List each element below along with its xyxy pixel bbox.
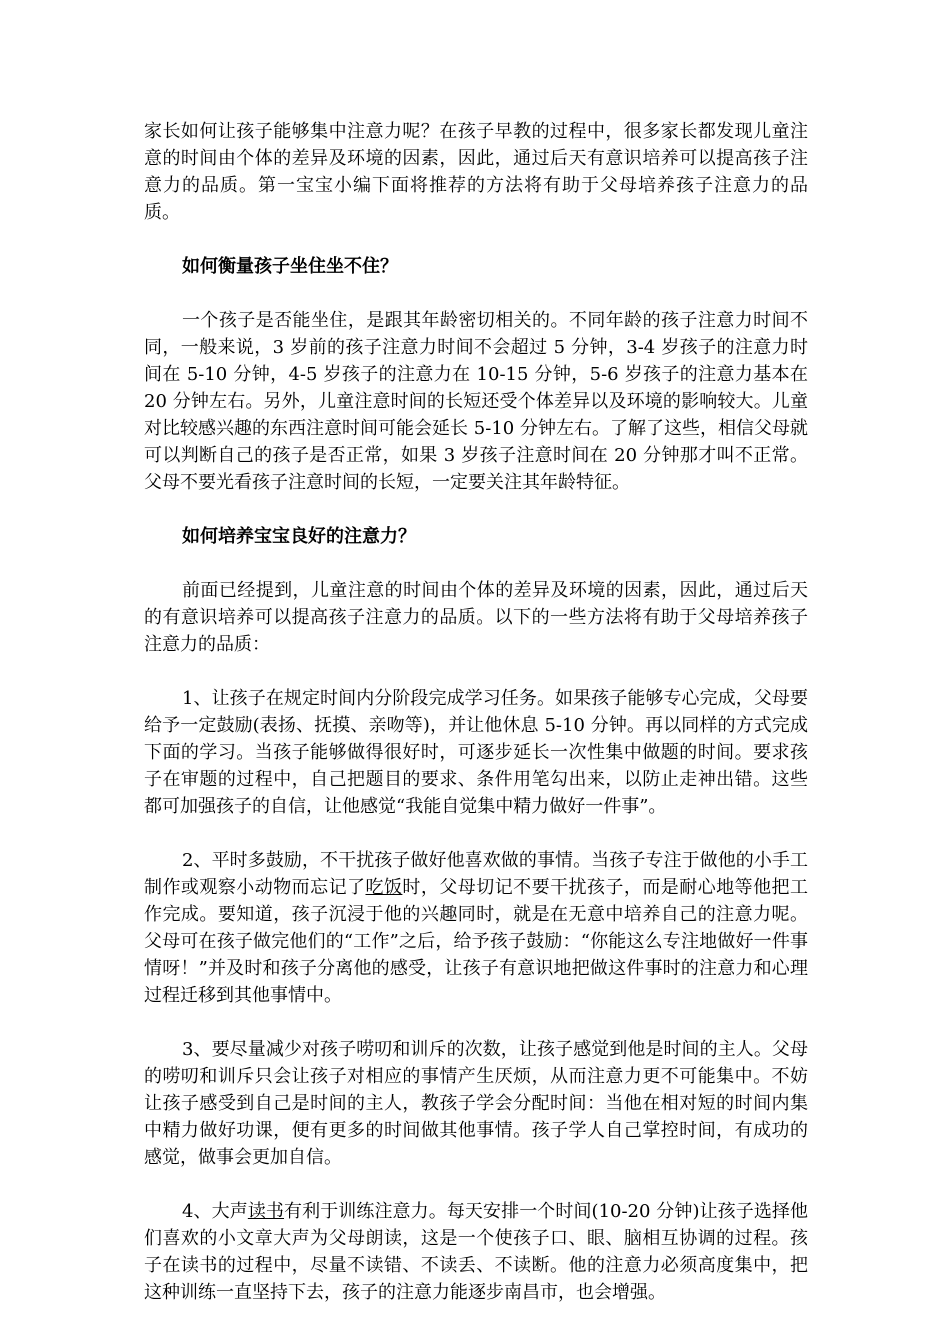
intro-paragraph: 家长如何让孩子能够集中注意力呢？在孩子早教的过程中，很多家长都发现儿童注意的时间由个体的差异及环境的因素，因此，通过后天有意识培养可以提高孩子注意力的品质。第一宝宝小编下面将推荐的方法将有助于父母培养孩子注意力的品质。 xyxy=(144,121,808,223)
tip2-paragraph xyxy=(144,847,808,1009)
section1-paragraph: 一个孩子是否能坐住，是跟其年龄密切相关的。不同年龄的孩子注意力时间不同，一般来说，3 岁前的孩子注意力时间不会超过 5 分钟，3-4 岁孩子的注意力时间在 5-10 分钟，4-5 岁孩子的注意力在 10-15 分钟，5-6 岁孩子的注意力基本在 20 分钟左右。另外，儿童注意时间的长短还受个体差异以及环境的影响较大。儿童对比较感兴趣的东西注意时间可能会延长 5-10 分钟左右。了解了这些，相信父母就可以判断自己的孩子是否正常，如果 3 岁孩子注意时间在 20 分钟那才叫不正常。父母不要光看孩子注意时间的长短，一定要关注其年龄特征。 xyxy=(144,310,808,493)
reading-link[interactable]: 读书 xyxy=(247,1201,285,1222)
document-page xyxy=(144,118,808,1333)
tip4-text-after: 有利于训练注意力。每天安排一个时间(10-20 分钟)让孩子选择他们喜欢的小文章大声为父母朗读，这是一个使孩子口、眼、脑相互协调的过程。孩子在读书的过程中，尽量不读错、不读丢、不读断。他的注意力必须高度集中，把这种训练一直坚持下去，孩子的注意力能逐步南昌市，也会增强。 xyxy=(144,1201,809,1303)
tip4-text-before: 4、大声 xyxy=(182,1201,248,1222)
tip1-paragraph: 1、让孩子在规定时间内分阶段完成学习任务。如果孩子能够专心完成，父母要给予一定鼓励(表扬、抚摸、亲吻等)，并让他休息 5-10 分钟。再以同样的方式完成下面的学习。当孩子能够做得很好时，可逐步延长一次性集中做题的时间。要求孩子在审题的过程中，自己把题目的要求、条件用笔勾出来，以防止走神出错。这些都可加强孩子的自信，让他感觉“我能自觉集中精力做好一件事”。 xyxy=(144,688,808,817)
section2-heading: 如何培养宝宝良好的注意力？ xyxy=(182,526,416,547)
tip2-text-after: 时，父母切记不要干扰孩子，而是耐心地等他把工作完成。要知道，孩子沉浸于他的兴趣同时，就是在无意中培养自己的注意力呢。父母可在孩子做完他们的“工作”之后，给予孩子鼓励：“你能这么专注地做好一件事情呀！”并及时和孩子分离他的感受，让孩子有意识地把做这件事时的注意力和心理过程迁移到其他事情中。 xyxy=(144,877,809,1006)
section2-paragraph: 前面已经提到，儿童注意的时间由个体的差异及环境的因素，因此，通过后天的有意识培养可以提高孩子注意力的品质。以下的一些方法将有助于父母培养孩子注意力的品质： xyxy=(144,580,808,655)
section1-heading: 如何衡量孩子坐住坐不住？ xyxy=(182,256,398,277)
eat-link[interactable]: 吃饭 xyxy=(365,877,403,898)
tip4-paragraph xyxy=(144,1198,808,1306)
tip2-text-before: 2、平时多鼓励，不干扰孩子做好他喜欢做的事情。当孩子专注于做他的小手工制作或观察小动物而忘记了 xyxy=(144,850,808,898)
tip3-paragraph: 3、要尽量减少对孩子唠叨和训斥的次数，让孩子感觉到他是时间的主人。父母的唠叨和训斥只会让孩子对相应的事情产生厌烦，从而注意力更不可能集中。不妨让孩子感受到自己是时间的主人，教孩子学会分配时间：当他在相对短的时间内集中精力做好功课，便有更多的时间做其他事情。孩子学人自己掌控时间，有成功的感觉，做事会更加自信。 xyxy=(144,1039,808,1168)
